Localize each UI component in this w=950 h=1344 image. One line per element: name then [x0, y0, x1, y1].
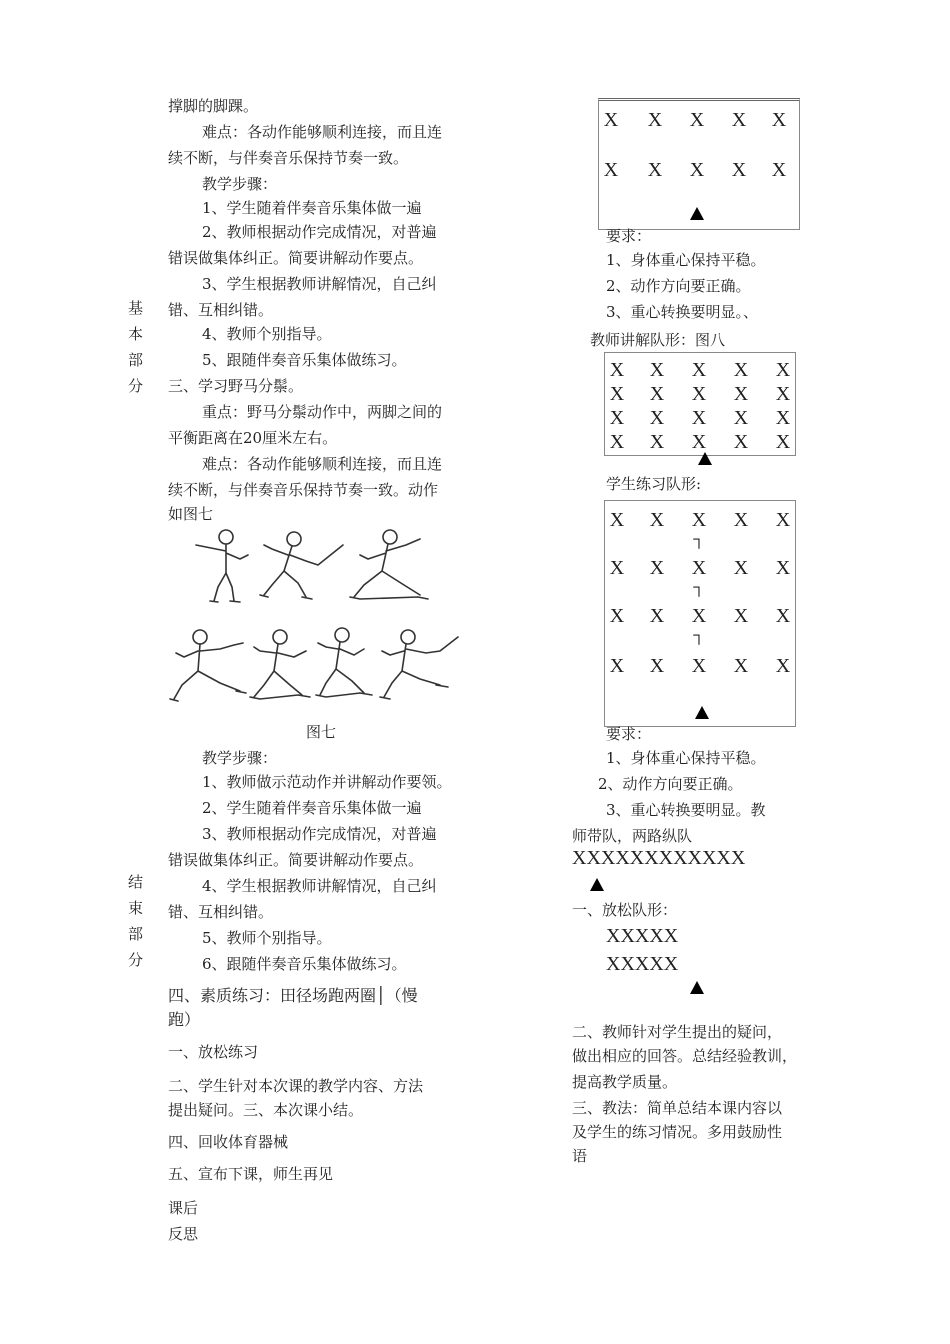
summary-text: 及学生的练习情况。多用鼓励性 — [572, 1123, 783, 1141]
requirement-item: 3、重心转换要明显。教 — [606, 801, 766, 819]
formation-x: X — [689, 159, 705, 181]
formation-x: X — [649, 605, 665, 627]
formation-x: X — [691, 557, 707, 579]
end-item: 五、宣布下课，师生再见 — [168, 1165, 334, 1183]
formation-x: X — [691, 383, 707, 405]
formation-x: X — [733, 509, 749, 531]
formation-label: 学生练习队形: — [606, 475, 702, 493]
requirement-item: 2、动作方向要正确。 — [606, 277, 751, 295]
formation-x: X — [649, 383, 665, 405]
section-heading: 三、学习野马分鬃。 — [168, 377, 304, 395]
formation-box-1 — [598, 98, 800, 230]
formation-x: X — [775, 431, 791, 453]
side-label-end-3: 部 — [128, 925, 144, 943]
pose-figure — [196, 530, 248, 602]
step-text: 3、学生根据教师讲解情况，自己纠 — [202, 275, 437, 293]
step-text: 5、跟随伴奏音乐集体做练习。 — [202, 351, 407, 369]
step-text: 2、学生随着伴奏音乐集体做一遍 — [202, 799, 422, 817]
summary-text: 语 — [572, 1147, 588, 1165]
formation-x: X — [733, 655, 749, 677]
formation-x: X — [609, 359, 625, 381]
formation-x: X — [733, 605, 749, 627]
relax-formation-row: XXXXX — [606, 925, 679, 947]
formation-x: X — [775, 605, 791, 627]
left-line: 难点：各动作能够顺利连接，而且连 — [202, 123, 443, 141]
step-text: 5、教师个别指导。 — [202, 929, 332, 947]
side-label-basic-4: 分 — [128, 377, 144, 395]
relax-formation-row: XXXXX — [606, 953, 679, 975]
formation-x: X — [733, 383, 749, 405]
left-line: 撑脚的脚踝。 — [168, 97, 259, 115]
requirement-item: 师带队，两路纵队 — [572, 827, 693, 845]
formation-x: X — [691, 605, 707, 627]
formation-x: X — [731, 159, 747, 181]
teacher-marker-icon — [590, 878, 604, 891]
step-text: 1、教师做示范动作并讲解动作要领。 — [202, 773, 452, 791]
formation-x: X — [649, 431, 665, 453]
formation-x: X — [603, 109, 619, 131]
formation-x: X — [609, 383, 625, 405]
formation-x: X — [609, 605, 625, 627]
formation-x: X — [731, 109, 747, 131]
formation-x: X — [775, 383, 791, 405]
formation-x: X — [733, 431, 749, 453]
movement-bracket-icon: ┐ — [693, 531, 705, 548]
side-label-end-2: 束 — [128, 899, 144, 917]
formation-x: X — [771, 159, 787, 181]
step-text: 6、跟随伴奏音乐集体做练习。 — [202, 955, 407, 973]
key-point: 重点：野马分鬃动作中，两脚之间的 — [202, 403, 443, 421]
key-point: 平衡距离在20厘米左右。 — [168, 429, 338, 447]
formation-x: X — [647, 159, 663, 181]
requirement-item: 3、重心转换要明显。、 — [606, 303, 759, 321]
pose-figure — [260, 532, 343, 599]
formation-x: X — [691, 431, 707, 453]
end-item: 提出疑问。三、本次课小结。 — [168, 1101, 364, 1119]
pose-figure — [380, 630, 458, 699]
formation-box-2 — [604, 352, 796, 456]
formation-x: X — [649, 407, 665, 429]
relax-formation-label: 一、放松队形： — [572, 901, 678, 919]
side-label-basic-1: 基 — [128, 299, 144, 317]
teacher-marker-icon — [695, 706, 709, 719]
step-text: 错误做集体纠正。简要讲解动作要点。 — [168, 249, 424, 267]
difficulty: 难点：各动作能够顺利连接，而且连 — [202, 455, 443, 473]
movement-bracket-icon: ┐ — [693, 627, 705, 644]
formation-x: X — [775, 509, 791, 531]
step-text: 错、互相纠错。 — [168, 903, 274, 921]
left-line: 教学步骤： — [202, 749, 278, 767]
pose-figure — [350, 530, 428, 599]
figure-caption: 图七 — [306, 723, 337, 741]
step-text: 错、互相纠错。 — [168, 301, 274, 319]
requirement-item: 1、身体重心保持平稳。 — [606, 749, 766, 767]
formation-box-3 — [604, 500, 796, 727]
formation-x: X — [775, 407, 791, 429]
formation-x: X — [775, 359, 791, 381]
formation-x: X — [603, 159, 619, 181]
requirement-label: 要求： — [606, 725, 652, 743]
requirement-label: 要求： — [606, 227, 652, 245]
reflection-label: 课后 — [168, 1199, 199, 1217]
formation-x: X — [733, 557, 749, 579]
end-item: 一、放松练习 — [168, 1043, 259, 1061]
figure-seven-illustration — [168, 525, 468, 715]
formation-x: X — [609, 655, 625, 677]
formation-x: X — [771, 109, 787, 131]
formation-x: X — [691, 655, 707, 677]
step-text: 1、学生随着伴奏音乐集体做一遍 — [202, 199, 422, 217]
requirement-item: 1、身体重心保持平稳。 — [606, 251, 766, 269]
pose-figure — [250, 630, 310, 699]
formation-x: X — [609, 407, 625, 429]
formation-x: X — [775, 557, 791, 579]
summary-text: 三、教法：简单总结本课内容以 — [572, 1099, 783, 1117]
pose-figure — [316, 628, 372, 697]
formation-x: X — [691, 359, 707, 381]
requirement-item: 2、动作方向要正确。 — [598, 775, 743, 793]
formation-grid — [605, 353, 795, 455]
step-text: 4、教师个别指导。 — [202, 325, 332, 343]
formation-x: X — [733, 359, 749, 381]
difficulty: 续不断，与伴奏音乐保持节奏一致。动作 — [168, 481, 439, 499]
formation-x: X — [649, 557, 665, 579]
formation-x: X — [647, 109, 663, 131]
side-label-end-4: 分 — [128, 951, 144, 969]
teacher-marker-icon — [690, 981, 704, 994]
reflection-label: 反思 — [168, 1225, 199, 1243]
teacher-marker-icon — [698, 452, 712, 465]
formation-x: X — [649, 359, 665, 381]
left-line: 教学步骤： — [202, 175, 278, 193]
step-text: 错误做集体纠正。简要讲解动作要点。 — [168, 851, 424, 869]
summary-text: 提高教学质量。 — [572, 1073, 678, 1091]
summary-text: 做出相应的回答。总结经验教训， — [572, 1047, 798, 1065]
formation-x: X — [609, 509, 625, 531]
formation-x: X — [649, 509, 665, 531]
side-label-end-1: 结 — [128, 873, 144, 891]
formation-x: X — [691, 407, 707, 429]
movement-bracket-icon: ┐ — [693, 579, 705, 596]
section-heading: 跑） — [168, 1010, 201, 1029]
formation-grid — [605, 501, 795, 726]
formation-x: X — [609, 557, 625, 579]
teacher-marker-icon — [690, 207, 704, 220]
end-item: 四、回收体育器械 — [168, 1133, 289, 1151]
formation-x: X — [733, 407, 749, 429]
formation-x: X — [649, 655, 665, 677]
left-line: 续不断，与伴奏音乐保持节奏一致。 — [168, 149, 409, 167]
step-text: 3、教师根据动作完成情况，对普遍 — [202, 825, 437, 843]
column-formation-row: XXXXXXXXXXXX — [572, 847, 746, 869]
formation-x: X — [775, 655, 791, 677]
summary-text: 二、教师针对学生提出的疑问， — [572, 1023, 783, 1041]
formation-label: 教师讲解队形：图八 — [590, 331, 726, 349]
side-label-basic-2: 本 — [128, 325, 144, 343]
step-text: 4、学生根据教师讲解情况，自己纠 — [202, 877, 437, 895]
formation-x: X — [689, 109, 705, 131]
section-heading: 四、素质练习：田径场跑两圈│（慢 — [168, 986, 418, 1005]
difficulty: 如图七 — [168, 505, 214, 523]
step-text: 2、教师根据动作完成情况，对普遍 — [202, 223, 437, 241]
formation-x: X — [691, 509, 707, 531]
formation-x: X — [609, 431, 625, 453]
pose-figure — [170, 630, 246, 701]
side-label-basic-3: 部 — [128, 351, 144, 369]
end-item: 二、学生针对本次课的教学内容、方法 — [168, 1077, 424, 1095]
